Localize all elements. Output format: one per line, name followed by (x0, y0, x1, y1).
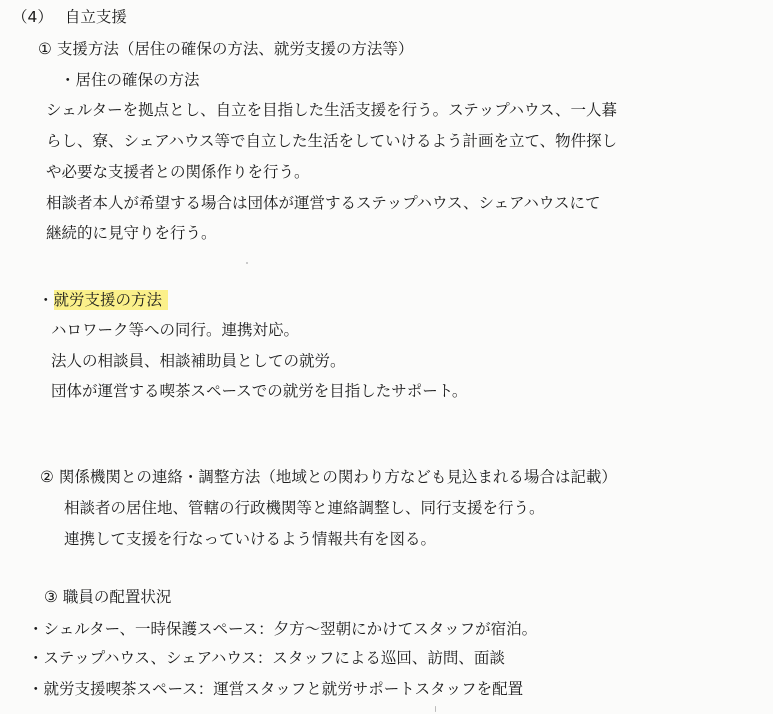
housing-line-3: や必要な支援者との関係作りを行う。 (46, 163, 310, 181)
staff-line-1: ・シェルター、一時保護スペース：夕方〜翌朝にかけてスタッフが宿泊。 (28, 620, 538, 638)
section-heading (12, 6, 127, 28)
housing-line-2: らし、寮、シェアハウス等で自立した生活をしていけるよう計画を立て、物件探し (46, 132, 618, 150)
section-title: 自立支援 (64, 8, 127, 26)
item2-heading: ② 関係機関との連絡・調整方法（地域との関わり方なども見込まれる場合は記載） (40, 468, 617, 486)
housing-line-5: 継続的に見守りを行う。 (46, 224, 217, 242)
item1-heading: ① 支援方法（居住の確保の方法、就労支援の方法等） (38, 40, 414, 58)
item3-heading: ③ 職員の配置状況 (44, 588, 172, 606)
employment-method-heading (38, 289, 168, 311)
item2-line-2: 連携して支援を行なっていけるよう情報共有を図る。 (64, 530, 437, 548)
employment-line-1: ハロワーク等への同行。連携対応。 (51, 321, 300, 339)
staff-line-2: ・ステップハウス、シェアハウス：スタッフによる巡回、訪問、面談 (28, 649, 505, 667)
housing-method-heading: ・居住の確保の方法 (60, 71, 200, 89)
item2-line-1: 相談者の居住地、管轄の行政機関等と連絡調整し、同行支援を行う。 (64, 499, 545, 517)
section-number: （4） (12, 8, 53, 26)
staff-line-3: ・就労支援喫茶スペース：運営スタッフと就労サポートスタッフを配置 (28, 680, 524, 698)
scan-speck (435, 706, 436, 712)
scan-speck (246, 262, 248, 264)
employment-line-3: 団体が運営する喫茶スペースでの就労を目指したサポート。 (51, 382, 468, 400)
housing-line-4: 相談者本人が希望する場合は団体が運営するステップハウス、シェアハウスにて (46, 194, 601, 212)
employment-heading-highlighted: 就労支援の方法 (54, 290, 169, 310)
employment-line-2: 法人の相談員、相談補助員としての就労。 (51, 352, 346, 370)
employment-bullet: ・ (38, 291, 54, 309)
housing-line-1: シェルターを拠点とし、自立を目指した生活支援を行う。ステップハウス、一人暮 (46, 101, 618, 119)
